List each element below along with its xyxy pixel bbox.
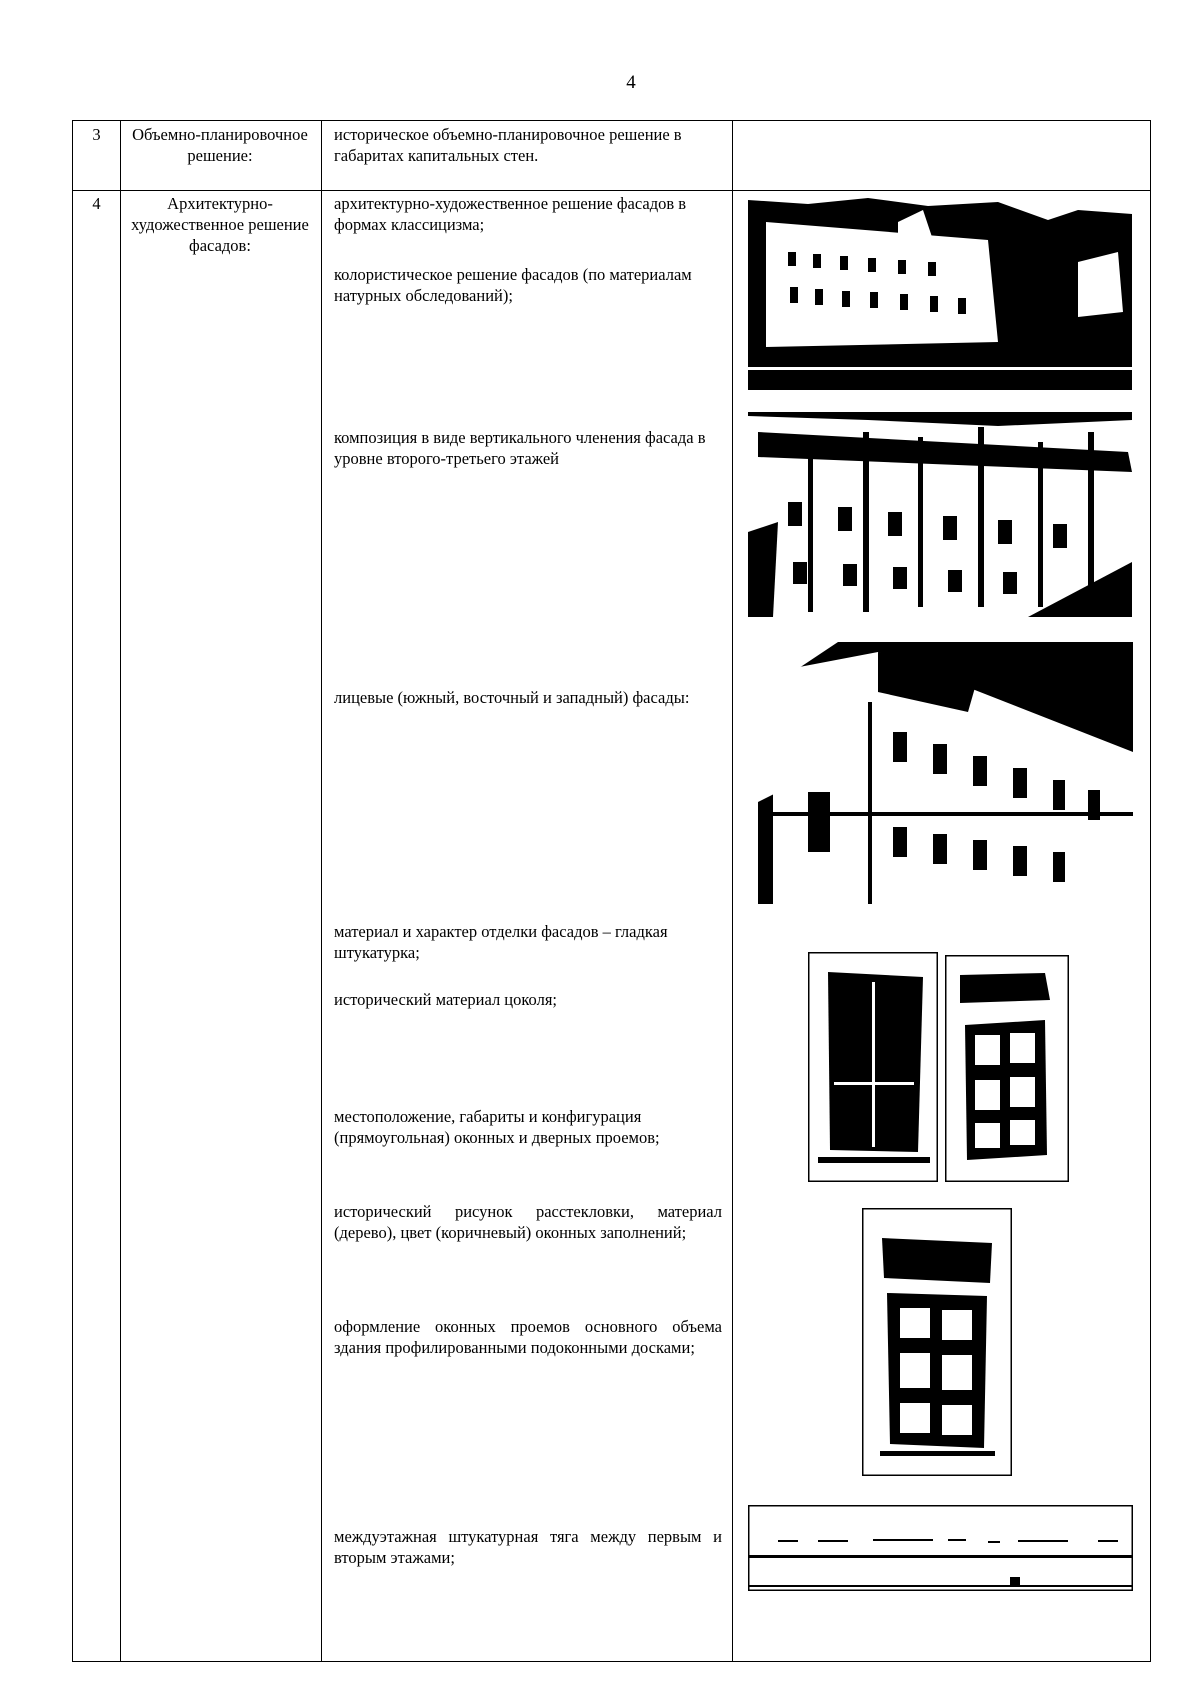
door-opening-photo [808, 952, 938, 1182]
building-facades-angle-photo [758, 642, 1133, 904]
building-facade-trees-photo [748, 412, 1132, 617]
feature-item: архитектурно-художественное решение фасадов в формах классицизма; [334, 194, 687, 234]
page-number: 4 [626, 72, 636, 93]
feature-item: композиция в виде вертикального членения фасада в уровне второго-третьего этажей [334, 428, 706, 468]
column-divider [120, 121, 121, 1661]
window-frame-photo [862, 1208, 1012, 1476]
window-opening-photo [945, 955, 1069, 1182]
building-facade-photo [748, 192, 1132, 390]
feature-item: исторический материал цоколя; [334, 990, 557, 1009]
feature-item: междуэтажная штукатурная тяга между первым и вторым этажами; [334, 1527, 722, 1567]
feature-item: лицевые (южный, восточный и западный) фасады: [334, 688, 690, 707]
feature-item: колористическое решение фасадов (по материалам натурных обследований); [334, 265, 692, 305]
row-number: 4 [92, 194, 101, 213]
feature-item: оформление оконных проемов основного объема здания профилированными подоконными досками; [334, 1317, 722, 1357]
feature-item: материал и характер отделки фасадов – гладкая штукатурка; [334, 922, 668, 962]
row-title: Объемно-планировочное решение: [132, 125, 308, 165]
feature-item: исторический рисунок расстекловки, материал (дерево), цвет (коричневый) оконных заполнений; [334, 1202, 722, 1242]
row-title: Архитектурно-художественное решение фасадов: [131, 194, 309, 255]
column-divider [732, 121, 733, 1661]
row-number: 3 [92, 125, 101, 144]
feature-item: местоположение, габариты и конфигурация (прямоугольная) оконных и дверных проемов; [334, 1107, 660, 1147]
column-divider [321, 121, 322, 1661]
row-divider [73, 190, 1150, 191]
plaster-cornice-photo [748, 1505, 1133, 1591]
row-description: историческое объемно-планировочное решение в габаритах капитальных стен. [334, 125, 682, 165]
